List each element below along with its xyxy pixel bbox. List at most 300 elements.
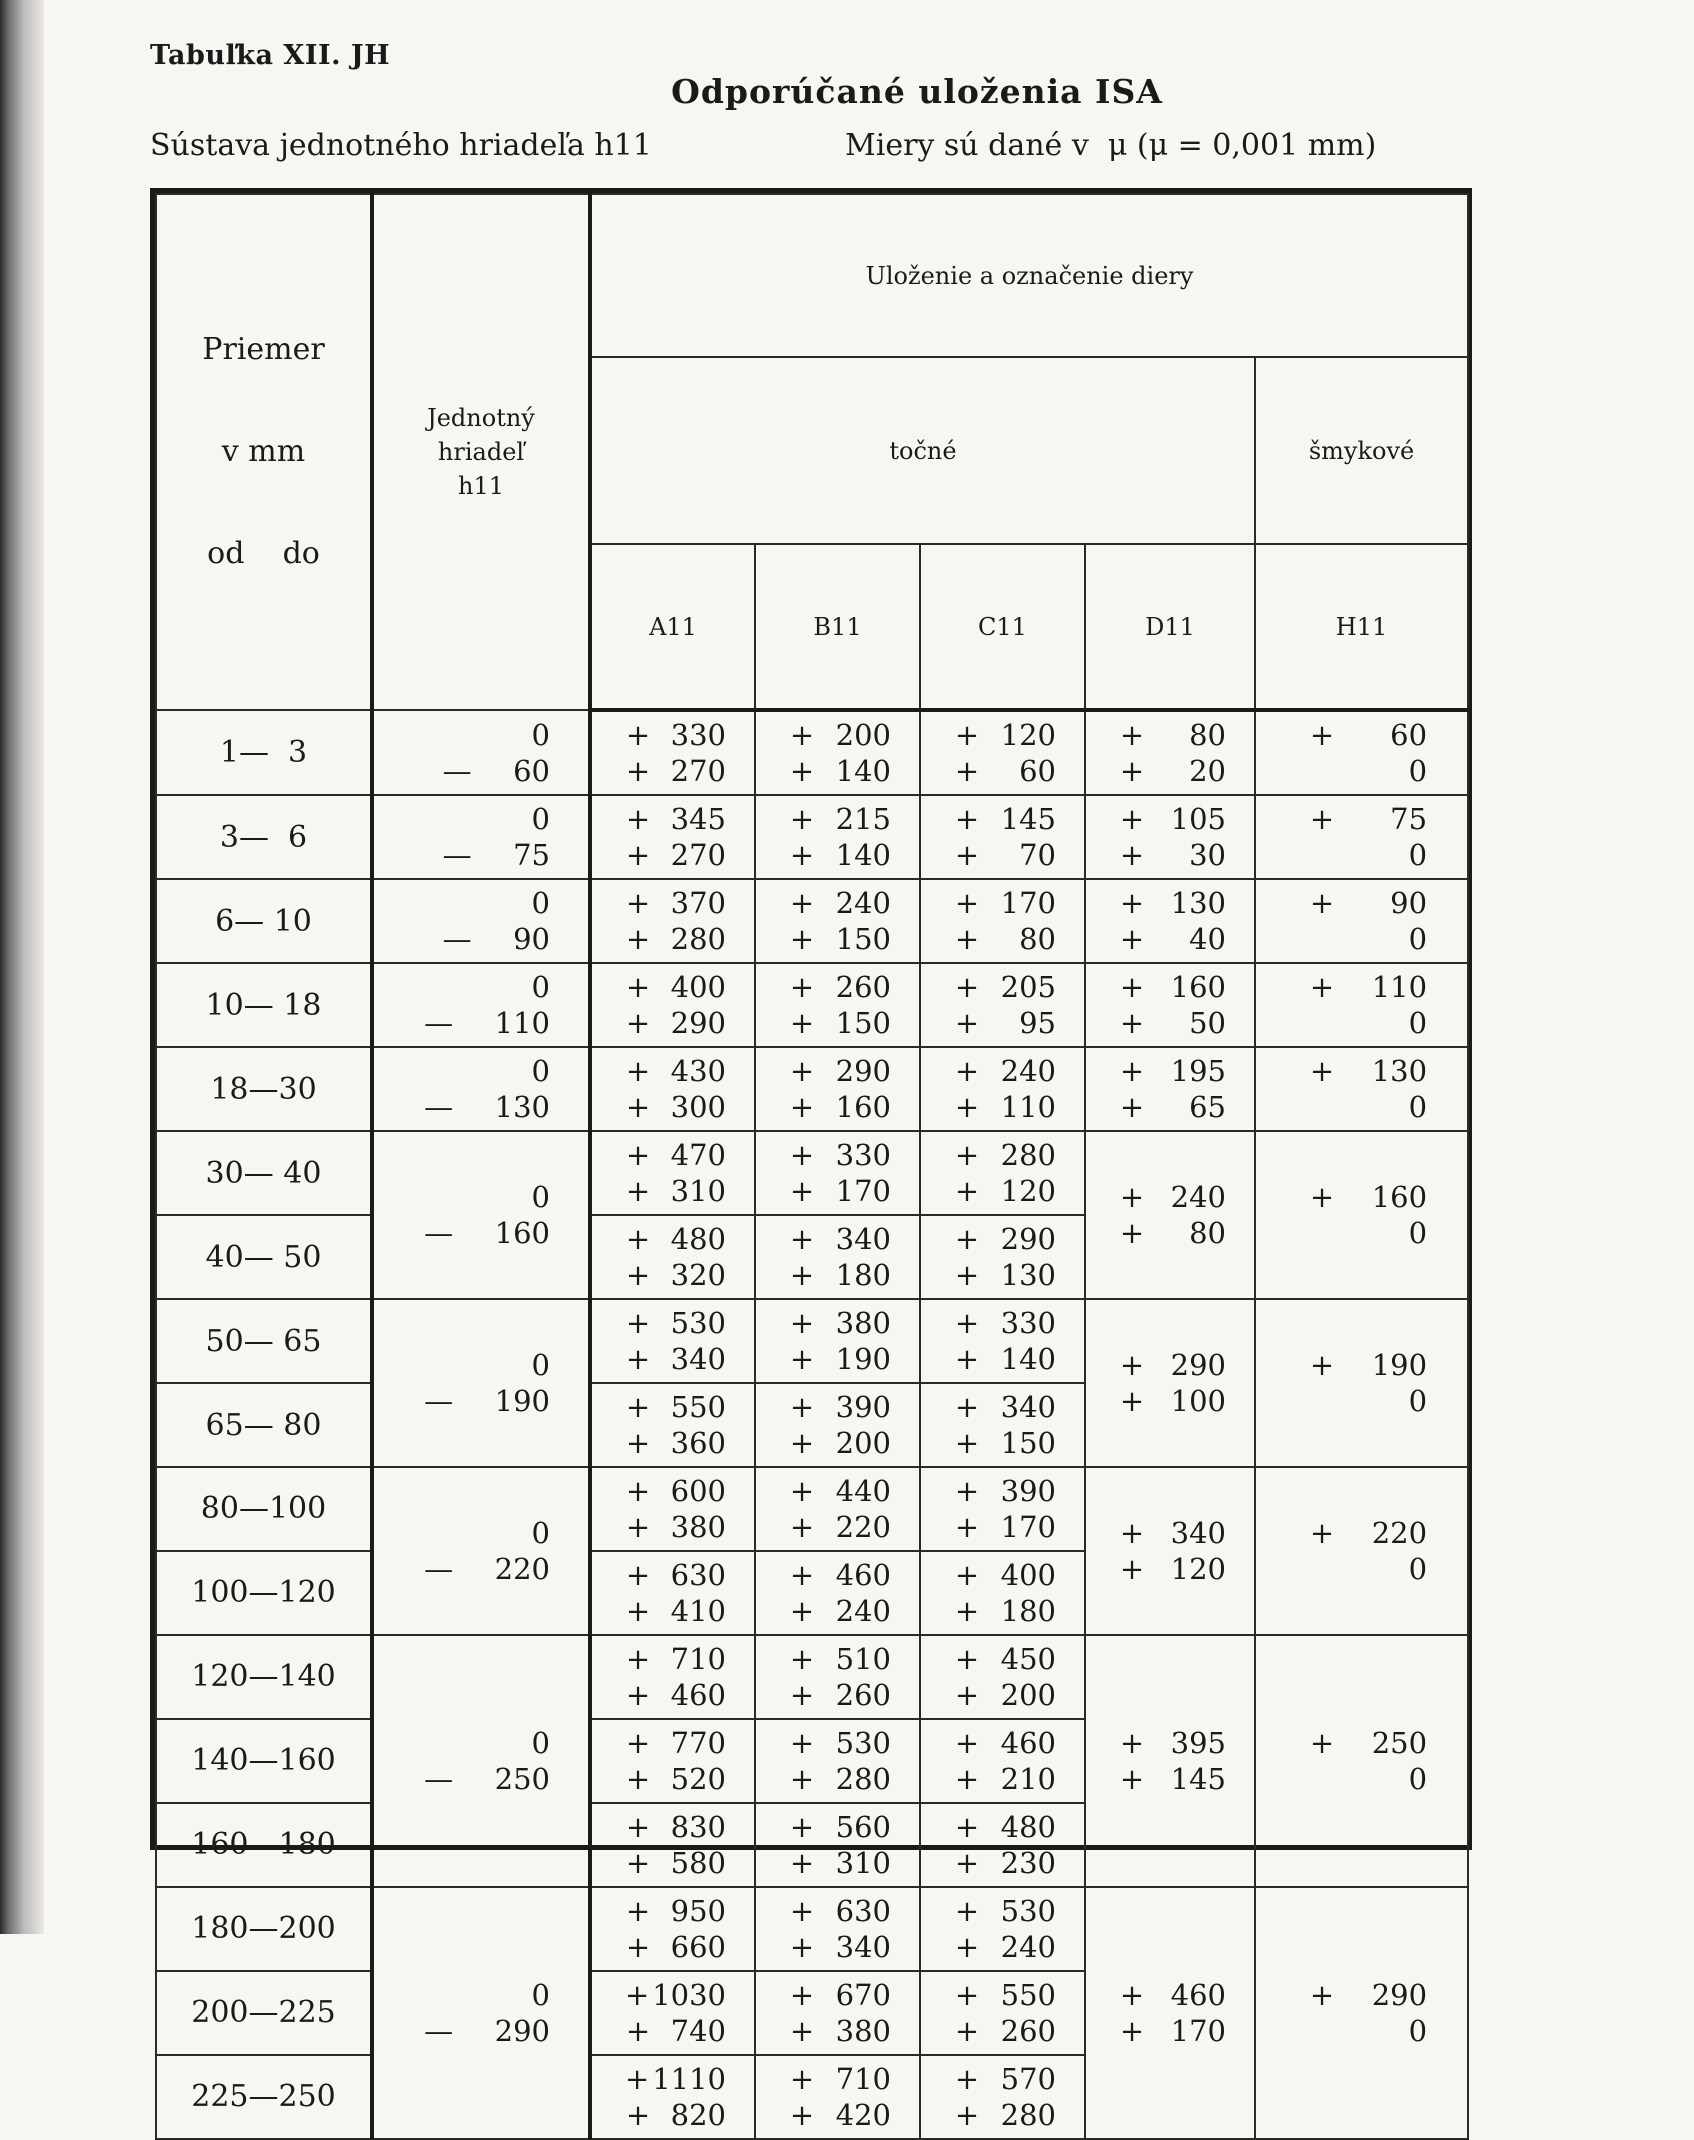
deviation-value: 160	[835, 1090, 891, 1125]
deviation-sign: +	[625, 1725, 651, 1760]
deviation-sign: +	[954, 1090, 980, 1125]
deviation-sign: +	[789, 886, 815, 921]
hole-d11-deviation	[1085, 1131, 1255, 1299]
hole-c11-deviation-line	[951, 1641, 1056, 1677]
deviation-sign: +	[954, 1929, 980, 1964]
deviation-value: 60	[513, 753, 550, 788]
deviation-sign: +	[1119, 802, 1145, 837]
header-shaft-line3: h11	[458, 472, 504, 500]
deviation-value: 170	[1000, 886, 1056, 921]
hole-c11-deviation	[920, 1719, 1085, 1803]
hole-b11-deviation-line	[786, 921, 891, 957]
shaft-h11-deviation-line	[374, 1215, 550, 1251]
deviation-sign: +	[954, 1390, 980, 1424]
deviation-sign: +	[789, 802, 815, 837]
hole-c11-deviation-line	[951, 1761, 1056, 1797]
deviation-value: 250	[1371, 1725, 1428, 1760]
deviation-sign: +	[789, 1426, 815, 1460]
deviation-value: 480	[1000, 1809, 1056, 1844]
deviation-sign: +	[789, 1138, 815, 1173]
hole-h11-deviation-line	[1306, 1179, 1427, 1215]
deviation-value: 480	[670, 1222, 726, 1257]
hole-a11-deviation-line	[622, 1173, 726, 1209]
deviation-value: 0	[1408, 1551, 1428, 1586]
diameter-range: 1— 3	[156, 710, 372, 795]
deviation-sign: +	[954, 1593, 980, 1628]
deviation-sign: +	[954, 2061, 980, 2096]
hole-b11-deviation-line	[786, 801, 891, 837]
hole-h11-deviation	[1255, 963, 1468, 1047]
deviation-value: 80	[1189, 1216, 1226, 1251]
deviation-sign: +	[954, 1258, 980, 1293]
deviation-value: 280	[1000, 2097, 1056, 2132]
hole-h11-deviation-line	[1306, 753, 1427, 789]
hole-b11-deviation-line	[786, 1257, 891, 1293]
hole-b11-deviation-line	[786, 1809, 891, 1845]
deviation-sign: +	[789, 1090, 815, 1125]
shaft-h11-deviation-line	[374, 1089, 550, 1125]
deviation-value: 150	[835, 922, 891, 957]
deviation-value: 670	[835, 1977, 891, 2012]
hole-b11-deviation-line	[786, 1473, 891, 1509]
diameter-range: 50— 65	[156, 1299, 372, 1383]
deviation-sign: +	[954, 1893, 980, 1928]
deviation-sign: +	[624, 1977, 650, 2012]
deviation-value: 770	[670, 1725, 726, 1760]
deviation-value: 0	[1408, 1006, 1428, 1041]
deviation-sign: +	[625, 1761, 651, 1796]
deviation-sign: +	[1119, 970, 1145, 1005]
shaft-h11-deviation-line	[374, 921, 550, 957]
shaft-h11-deviation-line	[374, 801, 550, 837]
hole-h11-deviation-line	[1306, 1053, 1427, 1089]
deviation-value: 130	[494, 1090, 550, 1125]
hole-a11-deviation	[590, 1971, 755, 2055]
diameter-range: 65— 80	[156, 1383, 372, 1467]
hole-c11-deviation	[920, 1803, 1085, 1887]
deviation-sign: —	[424, 2013, 454, 2048]
deviation-value: 410	[670, 1593, 726, 1628]
deviation-sign: +	[1119, 1515, 1145, 1550]
header-smykove: šmykové	[1255, 357, 1468, 544]
deviation-value: 300	[670, 1090, 726, 1125]
hole-b11-deviation	[755, 1887, 920, 1971]
deviation-sign: +	[954, 754, 980, 789]
deviation-value: 510	[835, 1641, 891, 1676]
shaft-h11-deviation-line	[374, 837, 550, 873]
hole-a11-deviation-line	[622, 1977, 726, 2013]
hole-a11-deviation-line	[622, 1809, 726, 1845]
deviation-sign	[1306, 837, 1338, 873]
deviation-value: 70	[1019, 838, 1056, 873]
deviation-value: 170	[1170, 2013, 1226, 2048]
deviation-sign	[1306, 1383, 1338, 1419]
hole-a11-deviation	[590, 795, 755, 879]
hole-c11-deviation-line	[951, 1809, 1056, 1845]
header-diameter-line1: Priemer	[202, 332, 325, 367]
deviation-sign: +	[789, 1006, 815, 1041]
hole-c11-deviation-line	[951, 1389, 1056, 1425]
deviation-value: 330	[670, 718, 726, 753]
deviation-value: 400	[670, 970, 726, 1005]
deviation-value: 110	[1000, 1090, 1056, 1125]
deviation-sign: +	[625, 1390, 651, 1424]
deviation-value: 100	[1170, 1384, 1226, 1419]
deviation-value: 60	[1390, 718, 1428, 753]
deviation-value: 345	[670, 802, 726, 837]
shaft-h11-deviation-line	[374, 1005, 550, 1041]
deviation-sign: +	[1119, 1348, 1145, 1383]
deviation-sign: +	[954, 1725, 980, 1760]
hole-d11-deviation-line	[1116, 1215, 1226, 1251]
deviation-value: 380	[835, 1306, 891, 1341]
deviation-sign: +	[625, 1557, 651, 1592]
deviation-sign: +	[954, 970, 980, 1005]
hole-a11-deviation	[590, 1803, 755, 1887]
deviation-sign: +	[1119, 922, 1145, 957]
hole-a11-deviation-line	[622, 801, 726, 837]
deviation-sign: +	[1119, 754, 1145, 789]
hole-a11-deviation-line	[622, 753, 726, 789]
hole-a11-deviation	[590, 1131, 755, 1215]
deviation-value: 145	[1000, 802, 1056, 837]
hole-b11-deviation-line	[786, 1221, 891, 1257]
deviation-value: 320	[670, 1258, 726, 1293]
hole-b11-deviation	[755, 2055, 920, 2139]
hole-d11-deviation-line	[1116, 1347, 1226, 1383]
shaft-h11-deviation	[372, 1299, 590, 1467]
hole-a11-deviation-line	[622, 1557, 726, 1593]
deviation-value: 180	[835, 1258, 891, 1293]
hole-a11-deviation	[590, 1467, 755, 1551]
hole-c11-deviation-line	[951, 801, 1056, 837]
fits-table-body	[156, 710, 1468, 2139]
deviation-value: 420	[835, 2097, 891, 2132]
deviation-value: 0	[1408, 922, 1428, 957]
deviation-sign: +	[1119, 2013, 1145, 2048]
hole-b11-deviation-line	[786, 1977, 891, 2013]
deviation-sign: +	[1309, 886, 1335, 921]
hole-c11-deviation-line	[951, 1593, 1056, 1629]
deviation-sign: +	[954, 1426, 980, 1460]
deviation-value: 170	[835, 1174, 891, 1209]
hole-h11-deviation-line	[1306, 921, 1427, 957]
deviation-sign: —	[424, 1090, 454, 1125]
shaft-h11-deviation-line	[374, 1725, 550, 1761]
hole-h11-deviation-line	[1306, 1515, 1427, 1551]
hole-b11-deviation-line	[786, 1929, 891, 1965]
hole-a11-deviation	[590, 1299, 755, 1383]
hole-b11-deviation-line	[786, 2013, 891, 2049]
deviation-sign: +	[625, 1222, 651, 1257]
hole-a11-deviation-line	[622, 1761, 726, 1797]
table-label: Tabuľka XII. JH	[150, 40, 391, 71]
deviation-value: 170	[1000, 1509, 1056, 1544]
hole-c11-deviation-line	[951, 753, 1056, 789]
hole-c11-deviation	[920, 1467, 1085, 1551]
deviation-sign	[460, 885, 492, 921]
hole-b11-deviation-line	[786, 1341, 891, 1377]
deviation-value: 195	[1170, 1054, 1226, 1089]
deviation-value: 215	[835, 802, 891, 837]
deviation-sign	[460, 801, 492, 837]
hole-a11-deviation	[590, 879, 755, 963]
hole-h11-deviation-line	[1306, 1977, 1427, 2013]
deviation-sign	[460, 1179, 492, 1215]
diameter-range: 225—250	[156, 2055, 372, 2139]
hole-a11-deviation	[590, 1215, 755, 1299]
deviation-value: 570	[1000, 2061, 1056, 2096]
hole-b11-deviation-line	[786, 969, 891, 1005]
hole-c11-deviation-line	[951, 1221, 1056, 1257]
hole-b11-deviation-line	[786, 1677, 891, 1713]
hole-h11-deviation	[1255, 710, 1468, 795]
hole-h11-deviation-line	[1306, 969, 1427, 1005]
shaft-h11-deviation-line	[374, 885, 550, 921]
deviation-sign: +	[954, 1222, 980, 1257]
hole-c11-deviation-line	[951, 1893, 1056, 1929]
header-a11: A11	[590, 544, 755, 710]
deviation-value: 20	[1189, 754, 1226, 789]
shaft-h11-deviation-line	[374, 1761, 550, 1797]
hole-b11-deviation-line	[786, 1137, 891, 1173]
hole-d11-deviation-line	[1116, 1977, 1226, 2013]
table-row	[156, 795, 1468, 879]
hole-b11-deviation	[755, 1383, 920, 1467]
deviation-sign: +	[789, 1809, 815, 1844]
shaft-h11-deviation	[372, 1635, 590, 1887]
shaft-h11-deviation	[372, 879, 590, 963]
deviation-value: 380	[670, 1509, 726, 1544]
deviation-value: 240	[1000, 1054, 1056, 1089]
deviation-sign: +	[625, 1641, 651, 1676]
hole-a11-deviation-line	[622, 1677, 726, 1713]
hole-c11-deviation-line	[951, 921, 1056, 957]
diameter-range: 10— 18	[156, 963, 372, 1047]
deviation-value: 310	[835, 1845, 891, 1880]
deviation-sign	[460, 1977, 492, 2013]
hole-d11-deviation	[1085, 710, 1255, 795]
hole-c11-deviation-line	[951, 1677, 1056, 1713]
shaft-h11-deviation	[372, 963, 590, 1047]
deviation-sign: +	[789, 1761, 815, 1796]
deviation-value: 220	[835, 1509, 891, 1544]
deviation-sign: +	[625, 1342, 651, 1377]
header-shaft-line2: hriadeľ	[437, 438, 525, 466]
shaft-h11-deviation	[372, 1467, 590, 1635]
deviation-value: 530	[1000, 1893, 1056, 1928]
deviation-value: 280	[835, 1761, 891, 1796]
deviation-sign: +	[954, 1054, 980, 1089]
deviation-value: 105	[1170, 802, 1226, 837]
deviation-sign: +	[789, 1929, 815, 1964]
hole-c11-deviation-line	[951, 1053, 1056, 1089]
hole-b11-deviation	[755, 1467, 920, 1551]
deviation-value: 130	[1000, 1258, 1056, 1293]
deviation-sign: +	[954, 1809, 980, 1844]
deviation-value: 0	[1408, 1216, 1428, 1251]
diameter-range: 180—200	[156, 1887, 372, 1971]
hole-d11-deviation-line	[1116, 1515, 1226, 1551]
hole-c11-deviation	[920, 1215, 1085, 1299]
deviation-value: 430	[670, 1054, 726, 1089]
deviation-sign: +	[954, 1006, 980, 1041]
deviation-sign: +	[625, 1845, 651, 1880]
hole-c11-deviation	[920, 1047, 1085, 1131]
deviation-value: 460	[1000, 1725, 1056, 1760]
deviation-value: 0	[1408, 1384, 1428, 1419]
shaft-h11-deviation	[372, 1131, 590, 1299]
deviation-value: 95	[1019, 1006, 1056, 1041]
hole-b11-deviation-line	[786, 1305, 891, 1341]
deviation-sign: +	[789, 2013, 815, 2048]
hole-a11-deviation	[590, 1887, 755, 1971]
hole-d11-deviation-line	[1116, 1005, 1226, 1041]
deviation-value: 0	[531, 1977, 550, 2012]
hole-a11-deviation-line	[622, 1137, 726, 1173]
deviation-value: 200	[835, 718, 891, 753]
deviation-sign: +	[625, 970, 651, 1005]
hole-c11-deviation-line	[951, 1557, 1056, 1593]
deviation-value: 0	[531, 1348, 550, 1383]
deviation-value: 290	[1000, 1222, 1056, 1257]
hole-c11-deviation-line	[951, 969, 1056, 1005]
shaft-h11-deviation-line	[374, 1551, 550, 1587]
deviation-sign: +	[954, 1509, 980, 1544]
deviation-sign: +	[625, 838, 651, 873]
deviation-value: 0	[531, 1725, 550, 1760]
deviation-sign: —	[424, 1761, 454, 1796]
deviation-value: 395	[1170, 1725, 1226, 1760]
deviation-value: 330	[1000, 1306, 1056, 1341]
deviation-value: 240	[1000, 1929, 1056, 1964]
deviation-sign: +	[954, 2097, 980, 2132]
deviation-sign: +	[789, 1893, 815, 1928]
deviation-sign: +	[625, 886, 651, 921]
deviation-sign	[1306, 1089, 1338, 1125]
shaft-h11-deviation-line	[374, 753, 550, 789]
header-c11: C11	[920, 544, 1085, 710]
hole-a11-deviation-line	[622, 1593, 726, 1629]
deviation-sign: +	[625, 1893, 651, 1928]
deviation-sign: +	[625, 1138, 651, 1173]
deviation-value: 90	[1390, 886, 1428, 921]
hole-c11-deviation-line	[951, 1341, 1056, 1377]
deviation-sign	[460, 1725, 492, 1761]
deviation-value: 830	[670, 1809, 726, 1844]
deviation-sign: +	[789, 1557, 815, 1592]
hole-d11-deviation-line	[1116, 753, 1226, 789]
deviation-sign: +	[954, 922, 980, 957]
deviation-sign: +	[625, 718, 651, 753]
deviation-sign: +	[954, 1845, 980, 1880]
table-row	[156, 1635, 1468, 1719]
deviation-value: 270	[670, 838, 726, 873]
deviation-sign: +	[954, 1342, 980, 1377]
hole-d11-deviation-line	[1116, 1761, 1226, 1797]
shaft-h11-deviation-line	[374, 969, 550, 1005]
deviation-sign: +	[1309, 1515, 1335, 1550]
hole-a11-deviation-line	[622, 837, 726, 873]
hole-d11-deviation	[1085, 795, 1255, 879]
diameter-range: 120—140	[156, 1635, 372, 1719]
hole-a11-deviation	[590, 1551, 755, 1635]
shaft-h11-deviation	[372, 1047, 590, 1131]
hole-b11-deviation-line	[786, 1557, 891, 1593]
deviation-value: 0	[531, 970, 550, 1005]
hole-h11-deviation-line	[1306, 1089, 1427, 1125]
deviation-value: 450	[1000, 1641, 1056, 1676]
deviation-sign: +	[954, 718, 980, 753]
deviation-value: 820	[670, 2097, 726, 2132]
hole-c11-deviation	[920, 795, 1085, 879]
deviation-value: 140	[835, 754, 891, 789]
deviation-sign: +	[789, 1473, 815, 1508]
deviation-sign: +	[1119, 838, 1145, 873]
deviation-value: 280	[670, 922, 726, 957]
deviation-value: 290	[494, 2013, 550, 2048]
hole-b11-deviation-line	[786, 1593, 891, 1629]
hole-b11-deviation-line	[786, 1641, 891, 1677]
hole-b11-deviation-line	[786, 1389, 891, 1425]
hole-a11-deviation	[590, 1383, 755, 1467]
deviation-sign: —	[442, 838, 472, 873]
deviation-sign: +	[1119, 718, 1145, 753]
deviation-value: 710	[835, 2061, 891, 2096]
deviation-value: 75	[1390, 802, 1428, 837]
deviation-value: 290	[1170, 1348, 1226, 1383]
hole-d11-deviation-line	[1116, 2013, 1226, 2049]
deviation-sign: +	[625, 1593, 651, 1628]
deviation-sign: +	[1119, 1384, 1145, 1419]
deviation-sign: +	[625, 1174, 651, 1209]
deviation-value: 290	[670, 1006, 726, 1041]
hole-c11-deviation-line	[951, 1137, 1056, 1173]
hole-a11-deviation-line	[622, 1473, 726, 1509]
deviation-sign: +	[789, 2097, 815, 2132]
header-diameter	[156, 194, 372, 710]
deviation-sign: +	[789, 838, 815, 873]
deviation-value: 530	[835, 1725, 891, 1760]
deviation-value: 530	[670, 1306, 726, 1341]
hole-a11-deviation-line	[622, 1725, 726, 1761]
deviation-sign: +	[1119, 1725, 1145, 1760]
shaft-h11-deviation	[372, 795, 590, 879]
deviation-sign: +	[625, 1306, 651, 1341]
hole-h11-deviation-line	[1306, 1761, 1427, 1797]
deviation-value: 340	[835, 1929, 891, 1964]
diameter-range: 160—180	[156, 1803, 372, 1887]
hole-b11-deviation	[755, 879, 920, 963]
hole-d11-deviation	[1085, 1635, 1255, 1887]
hole-d11-deviation-line	[1116, 1179, 1226, 1215]
hole-h11-deviation-line	[1306, 885, 1427, 921]
deviation-sign: +	[625, 1509, 651, 1544]
hole-b11-deviation-line	[786, 1509, 891, 1545]
shaft-h11-deviation	[372, 710, 590, 795]
hole-b11-deviation-line	[786, 1425, 891, 1461]
hole-a11-deviation-line	[622, 1257, 726, 1293]
deviation-value: 470	[670, 1138, 726, 1173]
hole-h11-deviation-line	[1306, 801, 1427, 837]
hole-a11-deviation-line	[622, 1509, 726, 1545]
hole-d11-deviation-line	[1116, 837, 1226, 873]
deviation-sign: —	[442, 922, 472, 957]
deviation-value: 190	[494, 1384, 550, 1419]
deviation-value: 150	[1000, 1426, 1056, 1460]
header-diameter-line3: od do	[207, 536, 320, 571]
hole-b11-deviation-line	[786, 2061, 891, 2097]
